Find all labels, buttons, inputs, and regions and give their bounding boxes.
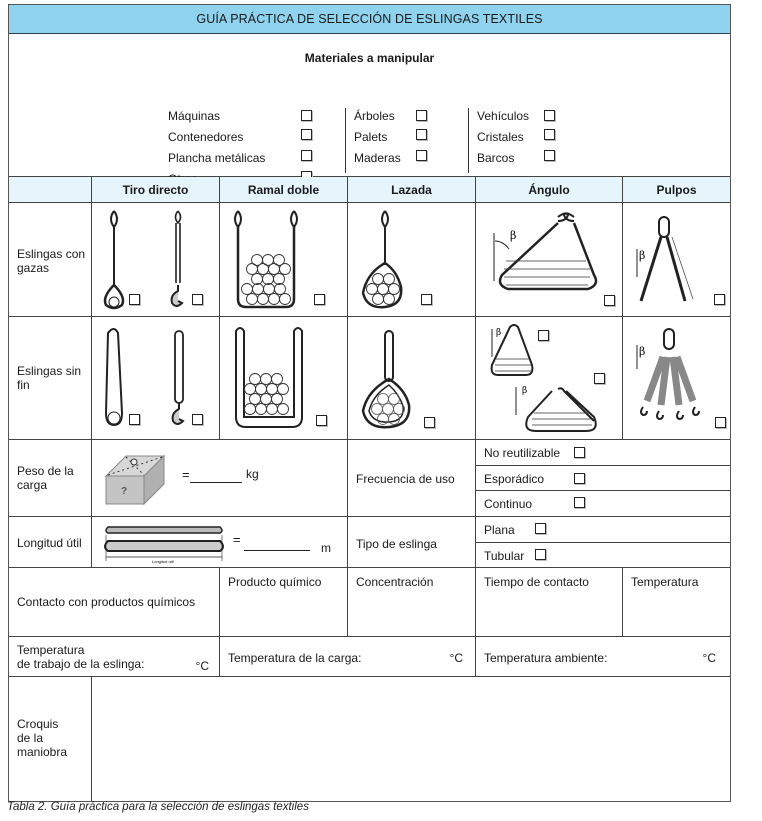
chemical-product-field[interactable]: Producto químico bbox=[219, 568, 347, 636]
svg-text:β: β bbox=[639, 345, 646, 358]
chemical-concentration-field[interactable]: Concentración bbox=[347, 568, 475, 636]
checkbox-palets[interactable] bbox=[416, 129, 427, 140]
cell-gazas-lazada bbox=[347, 203, 475, 316]
cell-gazas-ramal-doble bbox=[219, 203, 347, 316]
option-tubular[interactable]: Tubular bbox=[476, 542, 730, 567]
ambient-temperature-field[interactable]: Temperatura ambiente: °C bbox=[475, 637, 730, 676]
checkbox-gazas-tiro-directo-1[interactable] bbox=[129, 294, 140, 305]
weight-equals: = bbox=[182, 467, 190, 482]
frequency-options bbox=[475, 440, 730, 516]
basket-sling-icon bbox=[220, 203, 348, 315]
sketch-label: Croquis de la maniobra bbox=[17, 717, 68, 759]
checkbox-sinfin-tiro-directo-2[interactable] bbox=[192, 414, 203, 425]
row-label-sin-fin: Eslingas sin fin bbox=[17, 364, 82, 392]
svg-text:β: β bbox=[522, 386, 528, 396]
material-maderas: Maderas bbox=[354, 151, 401, 165]
weight-unit: kg bbox=[246, 467, 259, 481]
angle-sling-icon bbox=[476, 203, 623, 315]
sling-length-icon bbox=[102, 521, 232, 566]
checkbox-no-reutilizable[interactable] bbox=[574, 447, 585, 458]
checkbox-cristales[interactable] bbox=[544, 129, 555, 140]
length-unit: m bbox=[321, 541, 331, 555]
chemical-contact-time-field[interactable]: Tiempo de contacto bbox=[475, 568, 622, 636]
chemical-temperature-field[interactable]: Temperatura bbox=[622, 568, 730, 636]
checkbox-contenedores[interactable] bbox=[301, 129, 312, 140]
load-box-icon bbox=[104, 448, 204, 518]
checkbox-plana[interactable] bbox=[535, 523, 546, 534]
cell-sinfin-lazada bbox=[347, 317, 475, 439]
checkbox-continuo[interactable] bbox=[574, 497, 585, 508]
checkbox-maderas[interactable] bbox=[416, 150, 427, 161]
choke-sling-icon bbox=[348, 203, 476, 315]
svg-text:Longitud útil: Longitud útil bbox=[152, 559, 174, 564]
material-arboles: Árboles bbox=[354, 109, 395, 123]
header-tiro-directo: Tiro directo bbox=[91, 177, 219, 202]
weight-label: Peso de la carga bbox=[17, 464, 74, 492]
material-maquinas: Máquinas bbox=[168, 109, 221, 123]
cell-sinfin-ramal-doble bbox=[219, 317, 347, 439]
materials-divider bbox=[468, 108, 469, 173]
option-esporadico[interactable]: Esporádico bbox=[476, 465, 730, 491]
material-barcos: Barcos bbox=[477, 151, 515, 165]
cell-gazas-pulpos bbox=[622, 203, 730, 316]
header-pulpos: Pulpos bbox=[622, 177, 730, 202]
materials-divider bbox=[345, 108, 346, 173]
sketch-area[interactable] bbox=[91, 677, 730, 801]
form-title: GUÍA PRÁCTICA DE SELECCIÓN DE ESLINGAS TEXTILES bbox=[9, 5, 730, 34]
row-sketch bbox=[9, 677, 730, 801]
checkbox-gazas-lazada[interactable] bbox=[421, 294, 432, 305]
materials-section bbox=[9, 34, 730, 177]
material-vehiculos: Vehículos bbox=[477, 109, 530, 123]
sling-type-options bbox=[475, 517, 730, 567]
row-weight-frequency bbox=[9, 440, 730, 517]
table-caption: Tabla 2. Guía práctica para la selección de eslingas textiles bbox=[7, 801, 309, 813]
checkbox-barcos[interactable] bbox=[544, 150, 555, 161]
checkbox-sinfin-ramal-doble[interactable] bbox=[316, 415, 327, 426]
checkbox-esporadico[interactable] bbox=[574, 473, 585, 484]
materials-heading: Materiales a manipular bbox=[304, 51, 435, 65]
header-lazada: Lazada bbox=[347, 177, 475, 202]
beta-symbol: β bbox=[510, 229, 517, 242]
material-contenedores: Contenedores bbox=[168, 130, 244, 144]
option-no-reutilizable[interactable]: No reutilizable bbox=[476, 440, 730, 466]
row-label-gazas: Eslingas con gazas bbox=[17, 247, 86, 275]
cell-gazas-angulo bbox=[475, 203, 622, 316]
checkbox-gazas-tiro-directo-2[interactable] bbox=[192, 294, 203, 305]
checkbox-sinfin-tiro-directo-1[interactable] bbox=[129, 414, 140, 425]
svg-text:β: β bbox=[639, 249, 646, 262]
cell-sinfin-tiro-directo bbox=[91, 317, 219, 439]
weight-input[interactable] bbox=[190, 482, 242, 483]
checkbox-sinfin-pulpos[interactable] bbox=[715, 417, 726, 428]
checkbox-sinfin-angulo-1[interactable] bbox=[538, 330, 549, 341]
load-temp-unit: °C bbox=[449, 651, 463, 665]
checkbox-maquinas[interactable] bbox=[301, 110, 312, 121]
length-cell bbox=[91, 517, 347, 567]
svg-text:?: ? bbox=[121, 486, 128, 497]
header-angulo: Ángulo bbox=[475, 177, 622, 202]
selection-guide-form bbox=[8, 4, 731, 802]
endless-choke-icon bbox=[348, 317, 476, 438]
checkbox-plancha[interactable] bbox=[301, 150, 312, 161]
chemicals-label: Contacto con productos químicos bbox=[17, 595, 196, 609]
length-input[interactable] bbox=[244, 550, 310, 551]
checkbox-vehiculos[interactable] bbox=[544, 110, 555, 121]
frequency-label: Frecuencia de uso bbox=[347, 440, 475, 516]
svg-text:β: β bbox=[496, 328, 502, 338]
checkbox-tubular[interactable] bbox=[535, 549, 546, 560]
checkbox-sinfin-lazada[interactable] bbox=[424, 417, 435, 428]
row-temperatures bbox=[9, 637, 730, 677]
checkbox-gazas-angulo[interactable] bbox=[604, 295, 615, 306]
load-temperature-field[interactable]: Temperatura de la carga: °C bbox=[219, 637, 475, 676]
option-continuo[interactable]: Continuo bbox=[476, 490, 730, 516]
header-empty bbox=[9, 177, 91, 202]
cell-sinfin-pulpos bbox=[622, 317, 730, 439]
row-eslingas-sin-fin bbox=[9, 317, 730, 440]
cell-gazas-tiro-directo bbox=[91, 203, 219, 316]
sling-temp-unit: °C bbox=[195, 659, 209, 673]
checkbox-gazas-ramal-doble[interactable] bbox=[314, 294, 325, 305]
sling-temperature-field[interactable]: Temperatura de trabajo de la eslinga: °C bbox=[17, 643, 209, 673]
material-plancha: Plancha metálicas bbox=[168, 151, 266, 165]
row-chemicals bbox=[9, 568, 730, 637]
ambient-temp-unit: °C bbox=[702, 651, 716, 665]
length-equals: = bbox=[233, 532, 241, 547]
checkbox-gazas-pulpos[interactable] bbox=[714, 294, 725, 305]
row-length-type bbox=[9, 517, 730, 568]
option-plana[interactable]: Plana bbox=[476, 517, 730, 543]
length-label: Longitud útil bbox=[17, 536, 82, 550]
endless-basket-icon bbox=[220, 317, 348, 438]
checkbox-sinfin-angulo-2[interactable] bbox=[594, 373, 605, 384]
header-ramal-doble: Ramal doble bbox=[219, 177, 347, 202]
weight-cell bbox=[91, 440, 347, 516]
column-header-row bbox=[9, 177, 730, 203]
cell-sinfin-angulo bbox=[475, 317, 622, 439]
row-eslingas-con-gazas bbox=[9, 203, 730, 317]
material-palets: Palets bbox=[354, 130, 388, 144]
material-cristales: Cristales bbox=[477, 130, 524, 144]
sling-grid bbox=[9, 177, 730, 801]
checkbox-arboles[interactable] bbox=[416, 110, 427, 121]
sling-type-label: Tipo de eslinga bbox=[347, 517, 475, 567]
